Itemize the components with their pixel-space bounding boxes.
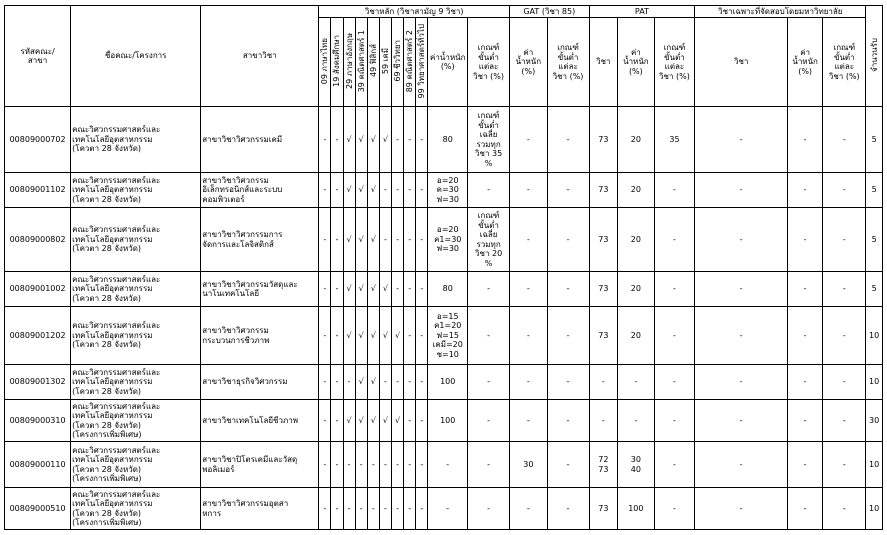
code-cell: 00809001102 xyxy=(5,173,71,208)
pat-weight-cell: 100 xyxy=(618,488,654,530)
main-min-cell: - xyxy=(468,365,510,400)
count-cell: 10 xyxy=(866,442,883,488)
gat-weight-cell: 30 xyxy=(510,442,547,488)
col-header-subject xyxy=(331,18,343,107)
faculty-cell: คณะวิศวกรรมศาสตร์และ เทคโนโลยีอุตสาหกรรม (โควตา 28 จังหวัด) (โครงการเพิ่มพิเศษ) xyxy=(71,488,201,530)
count-cell: 10 xyxy=(866,365,883,400)
subject-cell: - xyxy=(404,208,416,272)
subject-label: 59 เคมี xyxy=(380,47,390,74)
subject-cell: √ xyxy=(367,400,379,442)
special-subject-cell: - xyxy=(695,208,788,272)
pat-subject-cell: 73 xyxy=(589,107,618,173)
subject-cell: √ xyxy=(367,307,379,365)
special-weight-cell: - xyxy=(787,442,822,488)
col-header-subject xyxy=(355,18,367,107)
main-min-cell: - xyxy=(468,488,510,530)
major-cell: สาขาวิชาวิศวกรรมเคมี xyxy=(201,107,319,173)
major-cell: สาขาวิชาวิศวกรรม กระบวนการชีวภาพ xyxy=(201,307,319,365)
pat-min-cell: - xyxy=(654,442,695,488)
special-subject-cell: - xyxy=(695,365,788,400)
subject-cell: - xyxy=(392,488,404,530)
subject-cell: - xyxy=(404,365,416,400)
subject-label: 39 คณิตศาสตร์ 1 xyxy=(356,29,366,92)
subject-cell: - xyxy=(416,365,428,400)
subject-cell: - xyxy=(379,442,391,488)
col-header-special-weight: ค่า น้ำหนัก (%) xyxy=(787,18,822,107)
special-weight-cell: - xyxy=(787,272,822,307)
gat-min-cell: - xyxy=(547,365,589,400)
table-row xyxy=(5,488,883,530)
subject-label: 09 ภาษาไทย xyxy=(320,37,330,84)
col-header-subject xyxy=(404,18,416,107)
gat-min-cell: - xyxy=(547,307,589,365)
gat-min-cell: - xyxy=(547,208,589,272)
subject-cell: - xyxy=(416,272,428,307)
subject-label: 49 ฟิสิกส์ xyxy=(368,44,378,78)
main-weight-cell: 80 xyxy=(428,107,468,173)
pat-subject-cell: 73 xyxy=(589,208,618,272)
table-row xyxy=(5,400,883,442)
subject-cell: √ xyxy=(367,107,379,173)
main-weight-cell: - xyxy=(428,442,468,488)
pat-min-cell: - xyxy=(654,400,695,442)
count-cell: 5 xyxy=(866,173,883,208)
faculty-cell: คณะวิศวกรรมศาสตร์และ เทคโนโลยีอุตสาหกรรม (โควตา 28 จังหวัด) xyxy=(71,365,201,400)
pat-subject-cell: - xyxy=(589,400,618,442)
major-cell: สาขาวิชาวิศวกรรมอุตสา หการ xyxy=(201,488,319,530)
subject-cell: √ xyxy=(379,400,391,442)
subject-cell: - xyxy=(331,442,343,488)
faculty-cell: คณะวิศวกรรมศาสตร์และ เทคโนโลยีอุตสาหกรรม (โควตา 28 จังหวัด) xyxy=(71,107,201,173)
pat-weight-cell: 20 xyxy=(618,208,654,272)
subject-cell: - xyxy=(331,307,343,365)
col-header-faculty: ชื่อคณะ/โครงการ xyxy=(71,6,201,107)
subject-cell: √ xyxy=(355,173,367,208)
gat-min-cell: - xyxy=(547,272,589,307)
subject-label: 29 ภาษาอังกฤษ xyxy=(344,32,354,89)
subject-cell: - xyxy=(416,400,428,442)
count-cell: 10 xyxy=(866,488,883,530)
subject-cell: - xyxy=(367,488,379,530)
gat-weight-cell: - xyxy=(510,208,547,272)
subject-cell: - xyxy=(355,442,367,488)
subject-cell: - xyxy=(416,488,428,530)
col-header-special-min: เกณฑ์ ขั้นต่ำ แต่ละ วิชา (%) xyxy=(823,18,866,107)
count-cell: 5 xyxy=(866,107,883,173)
pat-weight-cell: - xyxy=(618,365,654,400)
subject-cell: √ xyxy=(367,173,379,208)
subject-cell: - xyxy=(416,173,428,208)
subject-cell: - xyxy=(343,488,355,530)
gat-weight-cell: - xyxy=(510,173,547,208)
main-weight-cell: อ=20 ค1=30 ฟ=30 xyxy=(428,208,468,272)
subject-cell: - xyxy=(319,400,331,442)
subject-cell: - xyxy=(319,365,331,400)
special-weight-cell: - xyxy=(787,365,822,400)
col-header-pat-weight: ค่า น้ำหนัก (%) xyxy=(618,18,654,107)
subject-cell: - xyxy=(404,272,416,307)
col-header-pat-min: เกณฑ์ ขั้นต่ำ แต่ละ วิชา (%) xyxy=(654,18,695,107)
subject-cell: √ xyxy=(355,365,367,400)
subject-cell: - xyxy=(367,442,379,488)
special-min-cell: - xyxy=(823,208,866,272)
pat-subject-cell: 72 73 xyxy=(589,442,618,488)
gat-weight-cell: - xyxy=(510,365,547,400)
subject-cell: - xyxy=(343,365,355,400)
special-min-cell: - xyxy=(823,488,866,530)
faculty-cell: คณะวิศวกรรมศาสตร์และ เทคโนโลยีอุตสาหกรรม (โควตา 28 จังหวัด) (โครงการเพิ่มพิเศษ) xyxy=(71,442,201,488)
subject-cell: √ xyxy=(367,208,379,272)
subject-cell: - xyxy=(392,365,404,400)
subject-cell: - xyxy=(319,272,331,307)
pat-subject-cell: 73 xyxy=(589,488,618,530)
pat-min-cell: - xyxy=(654,173,695,208)
special-weight-cell: - xyxy=(787,107,822,173)
subject-cell: - xyxy=(331,272,343,307)
special-min-cell: - xyxy=(823,272,866,307)
pat-min-cell: - xyxy=(654,488,695,530)
code-cell: 00809001302 xyxy=(5,365,71,400)
subject-cell: - xyxy=(404,488,416,530)
pat-min-cell: - xyxy=(654,365,695,400)
subject-cell: √ xyxy=(355,400,367,442)
count-cell: 5 xyxy=(866,208,883,272)
special-min-cell: - xyxy=(823,107,866,173)
pat-subject-cell: 73 xyxy=(589,272,618,307)
gat-weight-cell: - xyxy=(510,488,547,530)
group-header-gat: GAT (วิชา 85) xyxy=(510,6,589,18)
subject-cell: - xyxy=(392,272,404,307)
subject-cell: - xyxy=(319,208,331,272)
main-weight-cell: - xyxy=(428,488,468,530)
major-cell: สาขาวิชาเทคโนโลยีชีวภาพ xyxy=(201,400,319,442)
subject-cell: - xyxy=(331,365,343,400)
special-subject-cell: - xyxy=(695,107,788,173)
subject-cell: √ xyxy=(355,208,367,272)
pat-weight-cell: 30 40 xyxy=(618,442,654,488)
pat-weight-cell: 20 xyxy=(618,107,654,173)
subject-cell: - xyxy=(392,208,404,272)
special-subject-cell: - xyxy=(695,173,788,208)
special-min-cell: - xyxy=(823,365,866,400)
count-cell: 30 xyxy=(866,400,883,442)
table-row xyxy=(5,173,883,208)
table-row xyxy=(5,442,883,488)
gat-weight-cell: - xyxy=(510,307,547,365)
subject-cell: - xyxy=(392,173,404,208)
code-cell: 00809000802 xyxy=(5,208,71,272)
subject-cell: - xyxy=(379,173,391,208)
pat-min-cell: - xyxy=(654,208,695,272)
pat-min-cell: 35 xyxy=(654,107,695,173)
col-header-subject xyxy=(392,18,404,107)
col-header-pat-subject: วิชา xyxy=(589,18,618,107)
col-header-gat-min: เกณฑ์ ขั้นต่ำ แต่ละ วิชา (%) xyxy=(547,18,589,107)
main-weight-cell: 100 xyxy=(428,365,468,400)
pat-weight-cell: 20 xyxy=(618,272,654,307)
special-min-cell: - xyxy=(823,307,866,365)
special-min-cell: - xyxy=(823,442,866,488)
main-min-cell: เกณฑ์ ขั้นต่ำ เฉลี่ย รวมทุก วิชา 35 % xyxy=(468,107,510,173)
special-subject-cell: - xyxy=(695,400,788,442)
gat-min-cell: - xyxy=(547,488,589,530)
subject-cell: - xyxy=(319,107,331,173)
group-header-main: วิชาหลัก (วิชาสามัญ 9 วิชา) xyxy=(319,6,510,18)
subject-cell: √ xyxy=(343,400,355,442)
table-row xyxy=(5,208,883,272)
subject-cell: - xyxy=(319,173,331,208)
major-cell: สาขาวิชาธุรกิจวิศวกรรม xyxy=(201,365,319,400)
pat-subject-cell: - xyxy=(589,365,618,400)
subject-cell: - xyxy=(331,208,343,272)
special-weight-cell: - xyxy=(787,488,822,530)
subject-cell: - xyxy=(416,442,428,488)
col-header-subject xyxy=(416,18,428,107)
main-min-cell: - xyxy=(468,442,510,488)
faculty-cell: คณะวิศวกรรมศาสตร์และ เทคโนโลยีอุตสาหกรรม (โควตา 28 จังหวัด) (โครงการเพิ่มพิเศษ) xyxy=(71,400,201,442)
faculty-cell: คณะวิศวกรรมศาสตร์และ เทคโนโลยีอุตสาหกรรม (โควตา 28 จังหวัด) xyxy=(71,307,201,365)
subject-cell: - xyxy=(331,488,343,530)
special-weight-cell: - xyxy=(787,208,822,272)
col-header-count-label: จำนวนรับ xyxy=(869,37,879,72)
special-subject-cell: - xyxy=(695,442,788,488)
code-cell: 00809000310 xyxy=(5,400,71,442)
subject-cell: √ xyxy=(367,272,379,307)
col-header-special-subject: วิชา xyxy=(695,18,788,107)
subject-cell: - xyxy=(404,442,416,488)
main-weight-cell: 100 xyxy=(428,400,468,442)
subject-cell: √ xyxy=(379,307,391,365)
col-header-main-weight: ค่าน้ำหนัก (%) xyxy=(428,18,468,107)
special-subject-cell: - xyxy=(695,488,788,530)
main-weight-cell: 80 xyxy=(428,272,468,307)
count-cell: 10 xyxy=(866,307,883,365)
main-min-cell: - xyxy=(468,307,510,365)
pat-subject-cell: 73 xyxy=(589,173,618,208)
subject-label: 69 ชีววิทยา xyxy=(393,39,403,82)
code-cell: 00809000702 xyxy=(5,107,71,173)
subject-cell: - xyxy=(319,307,331,365)
subject-cell: √ xyxy=(379,272,391,307)
col-header-count xyxy=(866,6,883,107)
main-min-cell: เกณฑ์ ขั้นต่ำ เฉลี่ย รวมทุก วิชา 20 % xyxy=(468,208,510,272)
subject-cell: - xyxy=(404,400,416,442)
code-cell: 00809000110 xyxy=(5,442,71,488)
subject-cell: - xyxy=(404,107,416,173)
table-row xyxy=(5,365,883,400)
gat-min-cell: - xyxy=(547,442,589,488)
main-weight-cell: อ=20 ค=30 ฟ=30 xyxy=(428,173,468,208)
subject-cell: - xyxy=(416,107,428,173)
table-body xyxy=(5,107,883,530)
subject-cell: - xyxy=(379,488,391,530)
col-header-gat-weight: ค่า น้ำหนัก (%) xyxy=(510,18,547,107)
subject-cell: - xyxy=(392,107,404,173)
subject-cell: √ xyxy=(355,307,367,365)
subject-cell: - xyxy=(331,400,343,442)
subject-cell: - xyxy=(379,365,391,400)
special-weight-cell: - xyxy=(787,307,822,365)
subject-cell: √ xyxy=(355,272,367,307)
subject-cell: - xyxy=(416,208,428,272)
pat-min-cell: - xyxy=(654,307,695,365)
subject-label: 99 วิทยาศาสตร์ทั่วไป xyxy=(417,23,427,98)
col-header-code: รหัสคณะ/ สาขา xyxy=(5,6,71,107)
gat-weight-cell: - xyxy=(510,400,547,442)
faculty-cell: คณะวิศวกรรมศาสตร์และ เทคโนโลยีอุตสาหกรรม (โควตา 28 จังหวัด) xyxy=(71,208,201,272)
subject-cell: - xyxy=(355,488,367,530)
gat-min-cell: - xyxy=(547,400,589,442)
subject-cell: √ xyxy=(343,307,355,365)
faculty-cell: คณะวิศวกรรมศาสตร์และ เทคโนโลยีอุตสาหกรรม (โควตา 28 จังหวัด) xyxy=(71,272,201,307)
subject-cell: - xyxy=(331,173,343,208)
group-header-pat: PAT xyxy=(589,6,695,18)
subject-cell: √ xyxy=(392,307,404,365)
subject-cell: - xyxy=(379,208,391,272)
table-row xyxy=(5,307,883,365)
subject-cell: √ xyxy=(343,173,355,208)
gat-weight-cell: - xyxy=(510,272,547,307)
special-min-cell: - xyxy=(823,173,866,208)
main-min-cell: - xyxy=(468,173,510,208)
subject-cell: - xyxy=(319,442,331,488)
subject-cell: √ xyxy=(343,107,355,173)
major-cell: สาขาวิชาวิศวกรรม อิเล็กทรอนิกส์และระบบ คอมพิวเตอร์ xyxy=(201,173,319,208)
gat-min-cell: - xyxy=(547,107,589,173)
count-cell: 5 xyxy=(866,272,883,307)
col-header-main-min: เกณฑ์ ขั้นต่ำ แต่ละ วิชา (%) xyxy=(468,18,510,107)
code-cell: 00809001202 xyxy=(5,307,71,365)
special-subject-cell: - xyxy=(695,307,788,365)
subject-cell: √ xyxy=(343,208,355,272)
major-cell: สาขาวิชาวิศวกรรมวัสดุและ นาโนเทคโนโลยี xyxy=(201,272,319,307)
table-row xyxy=(5,107,883,173)
faculty-cell: คณะวิศวกรรมศาสตร์และ เทคโนโลยีอุตสาหกรรม (โควตา 28 จังหวัด) xyxy=(71,173,201,208)
subject-cell: √ xyxy=(392,400,404,442)
special-weight-cell: - xyxy=(787,400,822,442)
table-row xyxy=(5,272,883,307)
subject-cell: - xyxy=(404,173,416,208)
admission-table xyxy=(4,5,883,530)
pat-subject-cell: 73 xyxy=(589,307,618,365)
col-header-subject xyxy=(343,18,355,107)
subject-cell: - xyxy=(392,442,404,488)
pat-weight-cell: 20 xyxy=(618,307,654,365)
subject-cell: - xyxy=(404,307,416,365)
group-header-special: วิชาเฉพาะที่จัดสอบโดยมหาวิทยาลัย xyxy=(695,6,866,18)
col-header-subject xyxy=(319,18,331,107)
pat-weight-cell: 20 xyxy=(618,173,654,208)
code-cell: 00809001002 xyxy=(5,272,71,307)
major-cell: สาขาวิชาวิศวกรรมการ จัดการและโลจิสติกส์ xyxy=(201,208,319,272)
special-subject-cell: - xyxy=(695,272,788,307)
col-header-subject xyxy=(367,18,379,107)
code-cell: 00809000510 xyxy=(5,488,71,530)
gat-min-cell: - xyxy=(547,173,589,208)
special-min-cell: - xyxy=(823,400,866,442)
pat-min-cell: - xyxy=(654,272,695,307)
subject-cell: - xyxy=(416,307,428,365)
subject-cell: √ xyxy=(379,107,391,173)
subject-cell: - xyxy=(319,488,331,530)
subject-label: 19 สังคมศึกษา xyxy=(332,34,342,87)
pat-weight-cell: - xyxy=(618,400,654,442)
subject-cell: - xyxy=(331,107,343,173)
special-weight-cell: - xyxy=(787,173,822,208)
subject-cell: - xyxy=(343,442,355,488)
subject-label: 89 คณิตศาสตร์ 2 xyxy=(405,29,415,92)
col-header-subject xyxy=(379,18,391,107)
subject-cell: √ xyxy=(367,365,379,400)
gat-weight-cell: - xyxy=(510,107,547,173)
col-header-major: สาขาวิชา xyxy=(201,6,319,107)
main-min-cell: - xyxy=(468,272,510,307)
main-weight-cell: อ=15 ค1=20 ฟ=15 เคมี=20 ช=10 xyxy=(428,307,468,365)
subject-cell: √ xyxy=(355,107,367,173)
subject-cell: √ xyxy=(343,272,355,307)
major-cell: สาขาวิชาปิโตรเคมีและวัสดุ พอลิเมอร์ xyxy=(201,442,319,488)
main-min-cell: - xyxy=(468,400,510,442)
